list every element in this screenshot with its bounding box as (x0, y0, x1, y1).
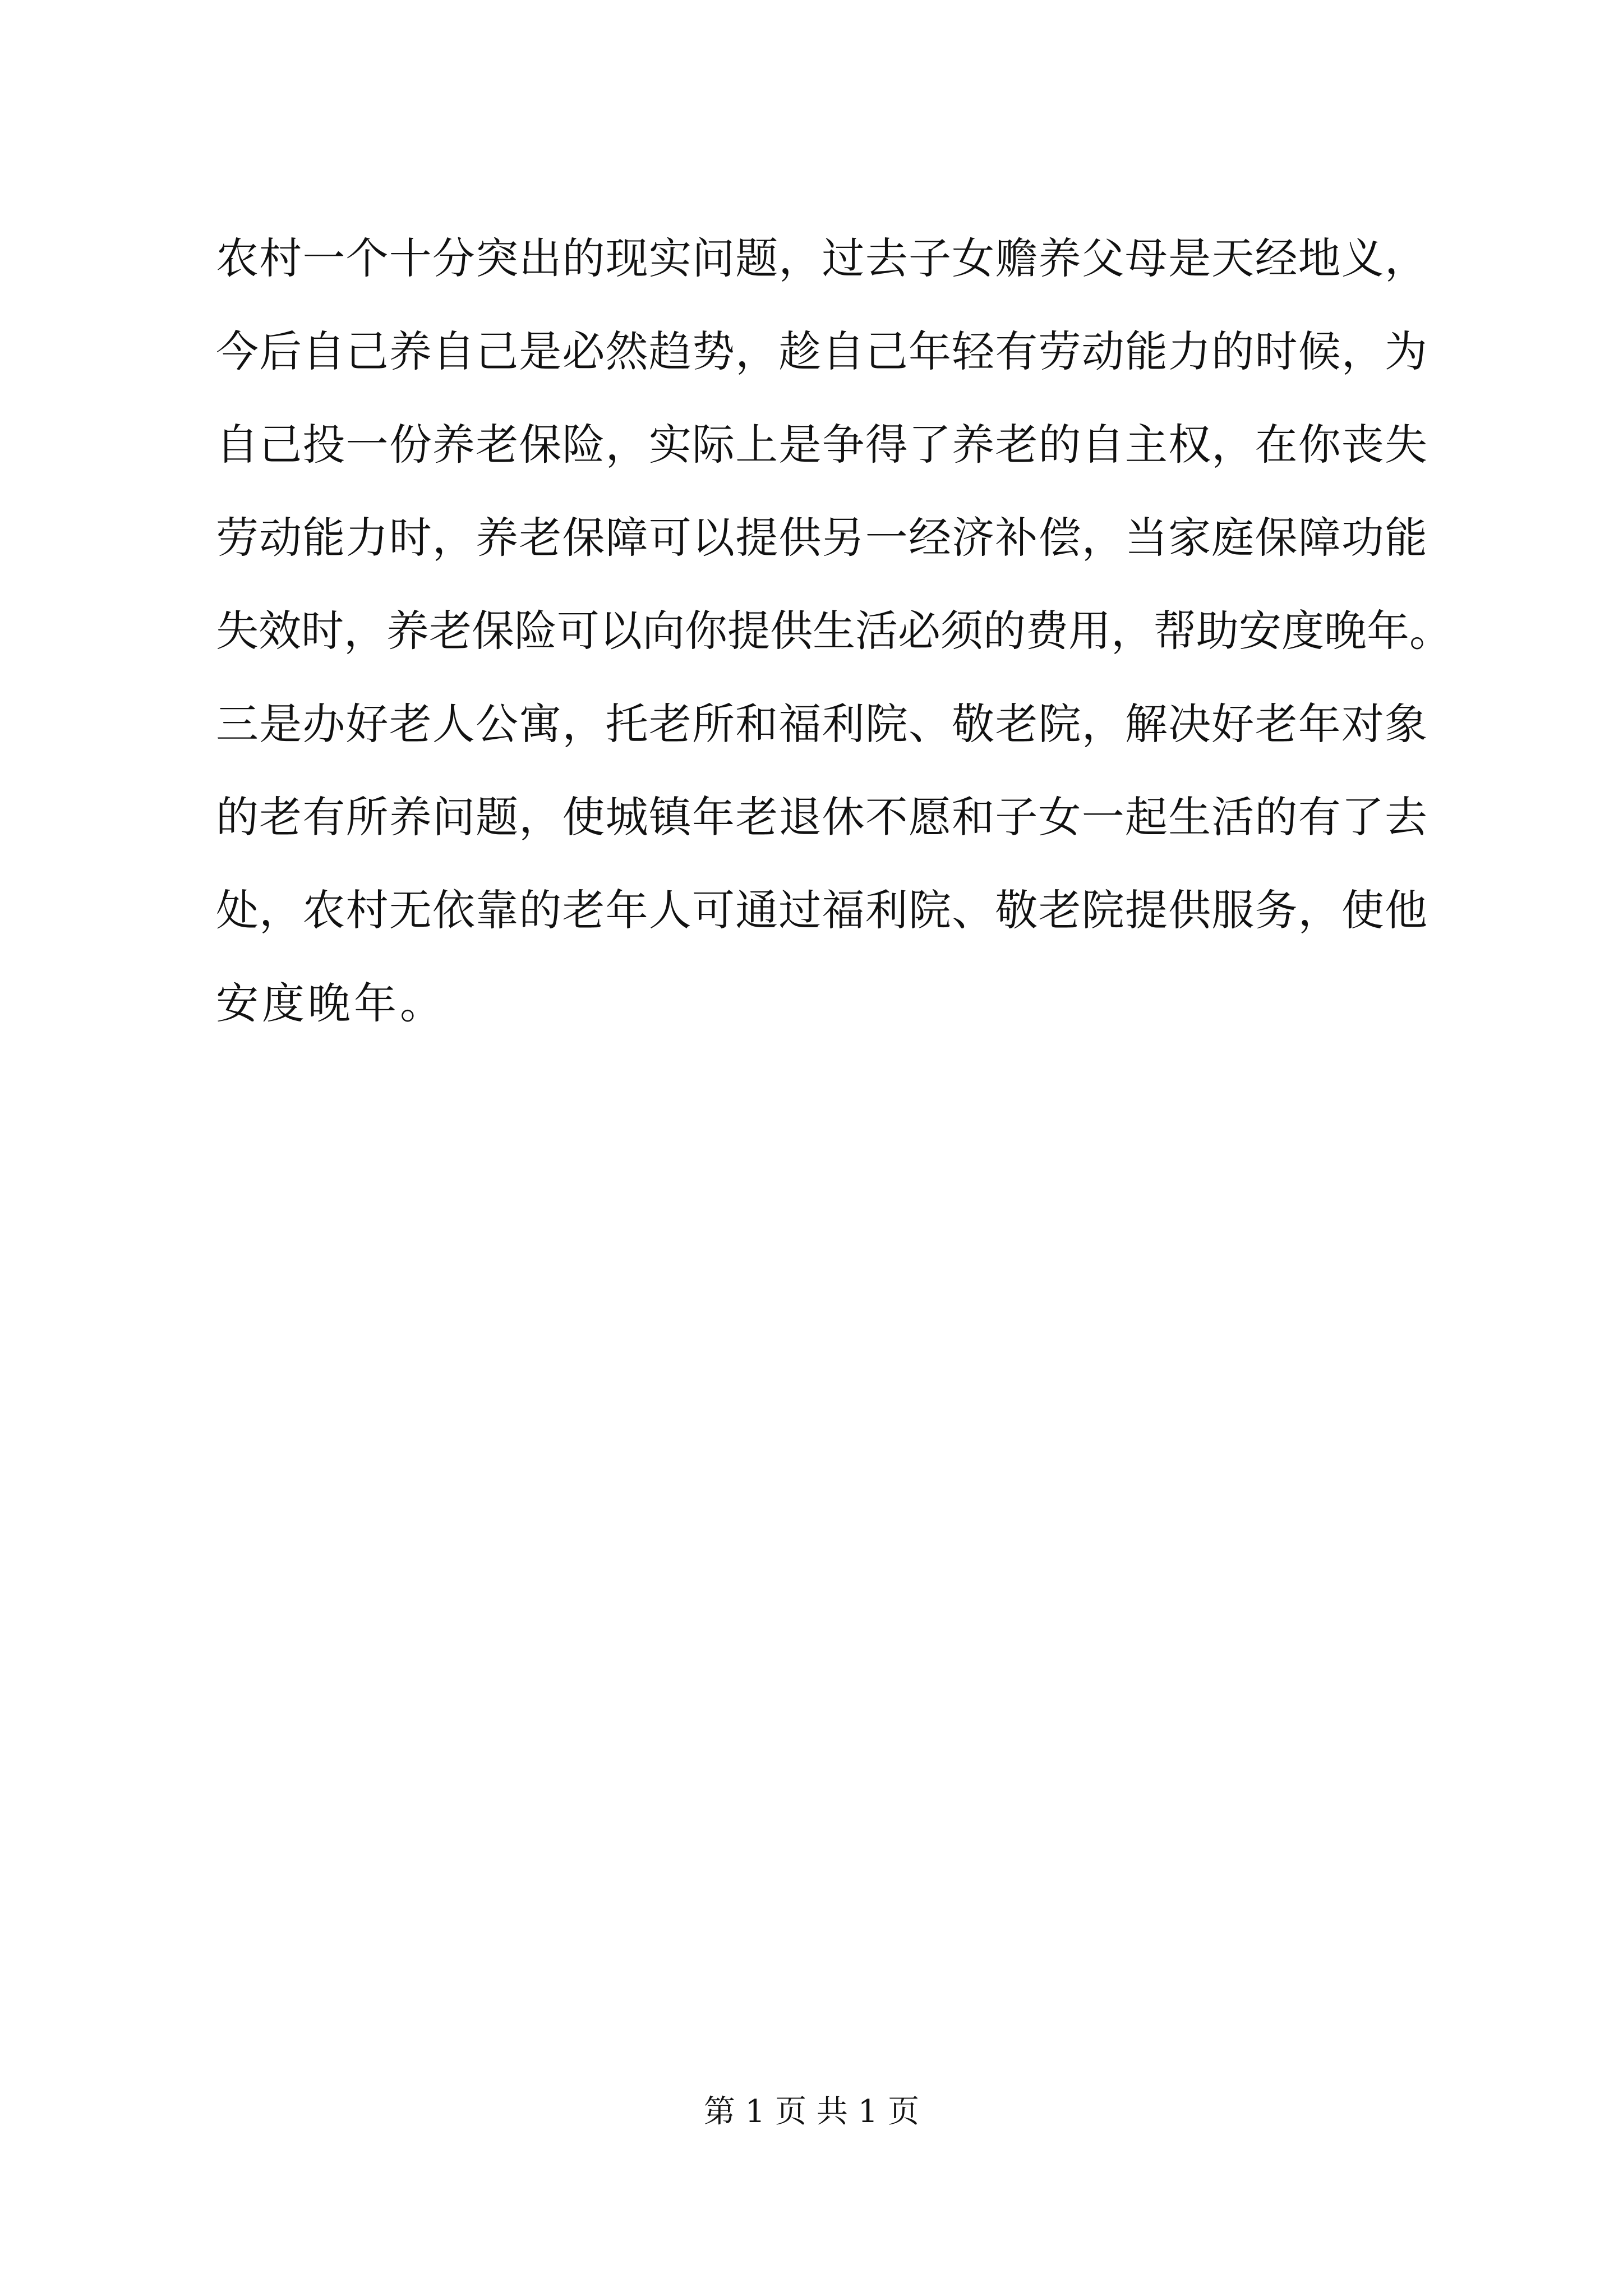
page-footer: 第 1 页 共 1 页 (703, 2093, 920, 2130)
text-line: 的老有所养问题，使城镇年老退休不愿和子女一起生活的有了去 (216, 792, 1427, 842)
text-line: 三是办好老人公寓，托老所和福利院、敬老院，解决好老年对象 (216, 699, 1427, 749)
text-line: 今后自己养自己是必然趋势，趁自己年轻有劳动能力的时候，为 (216, 326, 1427, 376)
text-line: 失效时，养老保险可以向你提供生活必须的费用，帮助安度晚年。 (216, 606, 1452, 656)
text-line: 处，农村无依靠的老年人可通过福利院、敬老院提供服务，使他 (216, 885, 1427, 935)
text-line: 农村一个十分突出的现实问题，过去子女赡养父母是天经地义， (216, 233, 1427, 283)
text-line: 安度晚年。 (216, 978, 446, 1028)
text-line: 劳动能力时，养老保障可以提供另一经济补偿，当家庭保障功能 (216, 513, 1427, 563)
text-line: 自己投一份养老保险，实际上是争得了养老的自主权，在你丧失 (216, 420, 1427, 470)
body-paragraph (216, 212, 1452, 1050)
